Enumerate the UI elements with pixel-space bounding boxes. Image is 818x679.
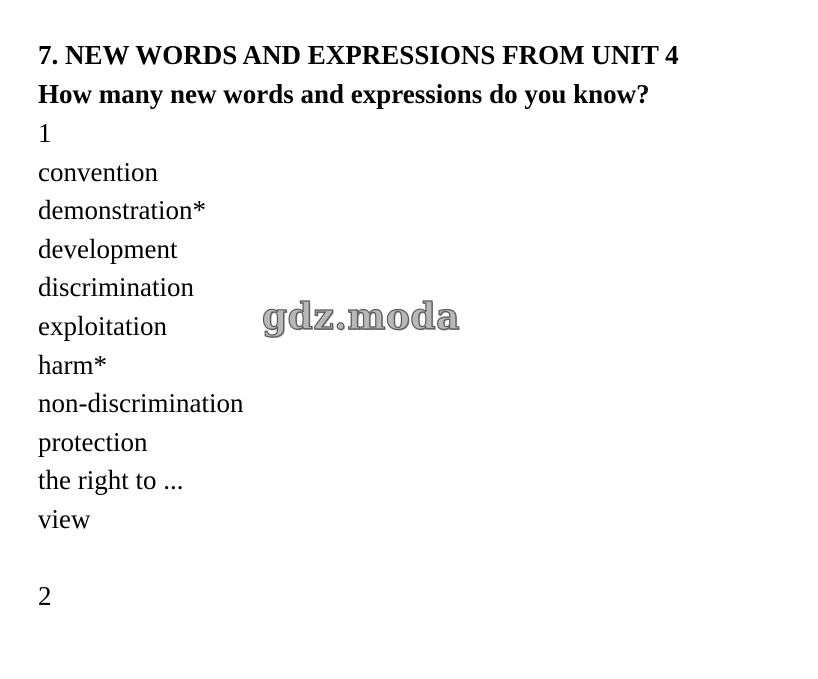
word-item: view xyxy=(38,503,91,534)
word-list xyxy=(38,153,798,539)
word-item: non-discrimination xyxy=(38,388,244,419)
word-item: the right to ... xyxy=(38,465,184,496)
word-item: convention xyxy=(38,156,158,187)
word-item: discrimination xyxy=(38,272,194,303)
exercise-heading: 7. NEW WORDS AND EXPRESSIONS FROM UNIT 4 xyxy=(38,40,679,70)
watermark-logo: gdz.moda xyxy=(262,296,460,338)
section-number-2: 2 xyxy=(38,581,52,612)
section-number-1: 1 xyxy=(38,118,52,148)
word-item: protection xyxy=(38,426,148,457)
exercise-question: How many new words and expressions do you know? xyxy=(38,79,650,109)
word-item: exploitation xyxy=(38,310,167,341)
word-item: development xyxy=(38,233,178,264)
word-item: harm* xyxy=(38,349,107,380)
blank-line xyxy=(38,539,798,578)
word-item: demonstration* xyxy=(38,195,206,226)
